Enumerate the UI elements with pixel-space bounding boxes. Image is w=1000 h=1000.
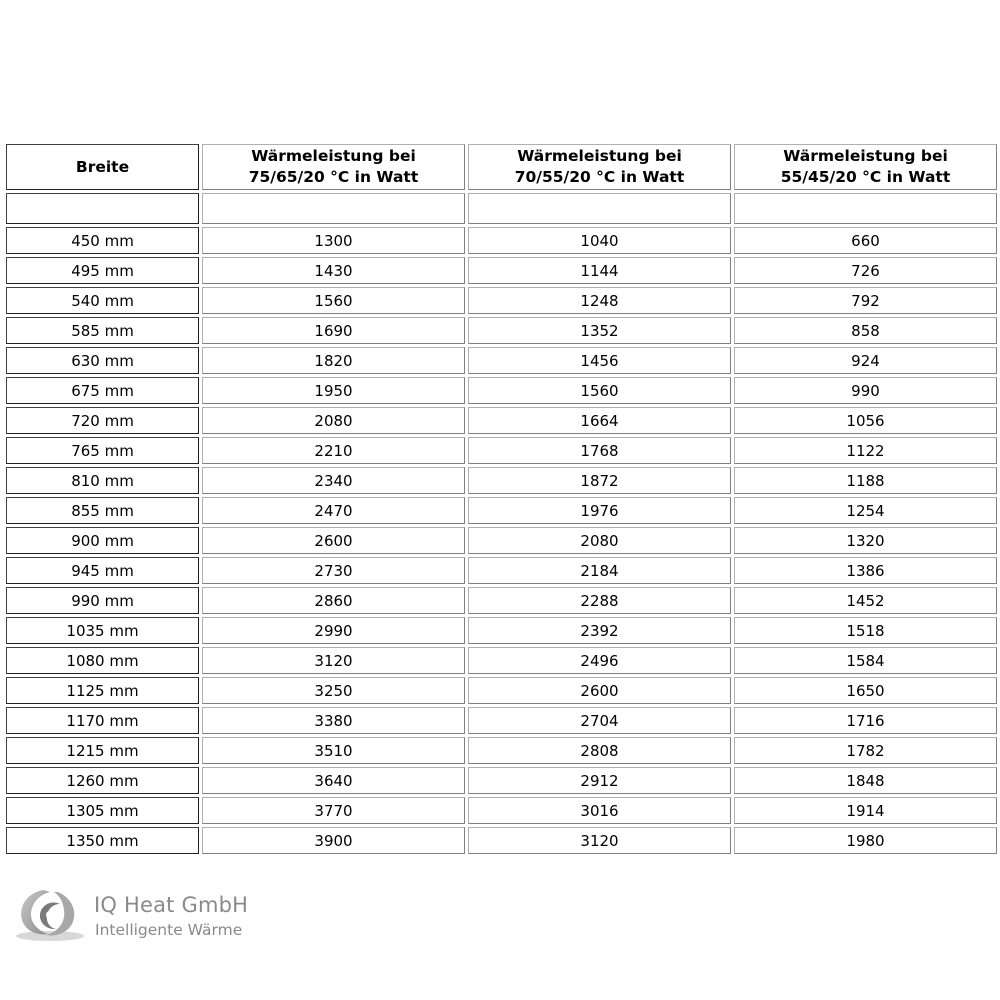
output-cell: 1452	[734, 587, 997, 614]
table-header-row	[6, 144, 997, 190]
output-cell: 726	[734, 257, 997, 284]
width-cell: 945 mm	[6, 557, 199, 584]
output-cell: 3016	[468, 797, 731, 824]
output-cell: 3770	[202, 797, 465, 824]
width-cell: 1125 mm	[6, 677, 199, 704]
table-row	[6, 407, 997, 434]
table-row	[6, 617, 997, 644]
output-cell: 2912	[468, 767, 731, 794]
output-cell: 1300	[202, 227, 465, 254]
empty-row	[6, 193, 997, 224]
output-cell: 1950	[202, 377, 465, 404]
width-cell: 540 mm	[6, 287, 199, 314]
empty-cell	[202, 193, 465, 224]
width-cell: 630 mm	[6, 347, 199, 374]
empty-cell	[734, 193, 997, 224]
output-cell: 3510	[202, 737, 465, 764]
output-cell: 1518	[734, 617, 997, 644]
output-cell: 1716	[734, 707, 997, 734]
heat-output-table	[3, 141, 1000, 857]
header-output-70-55-20: Wärmeleistung bei 70/55/20 °C in Watt	[468, 144, 731, 190]
output-cell: 1650	[734, 677, 997, 704]
output-cell: 1248	[468, 287, 731, 314]
output-cell: 2600	[468, 677, 731, 704]
table-row	[6, 497, 997, 524]
output-cell: 1254	[734, 497, 997, 524]
table-row	[6, 587, 997, 614]
output-cell: 2080	[202, 407, 465, 434]
company-name: IQ Heat GmbH	[94, 893, 249, 917]
width-cell: 450 mm	[6, 227, 199, 254]
table-row	[6, 647, 997, 674]
output-cell: 1430	[202, 257, 465, 284]
output-cell: 2860	[202, 587, 465, 614]
output-cell: 3120	[468, 827, 731, 854]
output-cell: 3640	[202, 767, 465, 794]
width-cell: 990 mm	[6, 587, 199, 614]
output-cell: 3900	[202, 827, 465, 854]
table-row	[6, 257, 997, 284]
output-cell: 1386	[734, 557, 997, 584]
output-cell: 1122	[734, 437, 997, 464]
width-cell: 1035 mm	[6, 617, 199, 644]
output-cell: 1980	[734, 827, 997, 854]
width-cell: 855 mm	[6, 497, 199, 524]
width-cell: 495 mm	[6, 257, 199, 284]
output-cell: 1144	[468, 257, 731, 284]
table-row	[6, 377, 997, 404]
header-width: Breite	[6, 144, 199, 190]
output-cell: 2496	[468, 647, 731, 674]
output-cell: 2990	[202, 617, 465, 644]
output-cell: 2730	[202, 557, 465, 584]
width-cell: 765 mm	[6, 437, 199, 464]
output-cell: 1820	[202, 347, 465, 374]
table-row	[6, 677, 997, 704]
empty-cell	[468, 193, 731, 224]
output-cell: 1352	[468, 317, 731, 344]
width-cell: 1305 mm	[6, 797, 199, 824]
output-cell: 1584	[734, 647, 997, 674]
width-cell: 1080 mm	[6, 647, 199, 674]
table-row	[6, 797, 997, 824]
output-cell: 858	[734, 317, 997, 344]
output-cell: 1768	[468, 437, 731, 464]
table-row	[6, 557, 997, 584]
width-cell: 1350 mm	[6, 827, 199, 854]
heat-output-table-container	[3, 141, 999, 857]
output-cell: 3380	[202, 707, 465, 734]
width-cell: 720 mm	[6, 407, 199, 434]
output-cell: 1976	[468, 497, 731, 524]
empty-cell	[6, 193, 199, 224]
output-cell: 2340	[202, 467, 465, 494]
width-cell: 1170 mm	[6, 707, 199, 734]
output-cell: 660	[734, 227, 997, 254]
width-cell: 675 mm	[6, 377, 199, 404]
table-row	[6, 227, 997, 254]
output-cell: 2392	[468, 617, 731, 644]
width-cell: 1260 mm	[6, 767, 199, 794]
table-row	[6, 437, 997, 464]
output-cell: 1456	[468, 347, 731, 374]
output-cell: 1848	[734, 767, 997, 794]
output-cell: 2704	[468, 707, 731, 734]
width-cell: 810 mm	[6, 467, 199, 494]
output-cell: 1914	[734, 797, 997, 824]
output-cell: 1320	[734, 527, 997, 554]
output-cell: 2210	[202, 437, 465, 464]
header-output-55-45-20: Wärmeleistung bei 55/45/20 °C in Watt	[734, 144, 997, 190]
table-row	[6, 527, 997, 554]
iq-heat-swirl-logo-icon	[14, 886, 88, 944]
output-cell: 2808	[468, 737, 731, 764]
company-tagline: Intelligente Wärme	[95, 921, 243, 939]
output-cell: 1664	[468, 407, 731, 434]
output-cell: 1690	[202, 317, 465, 344]
company-logo	[14, 886, 274, 946]
output-cell: 1056	[734, 407, 997, 434]
table-row	[6, 737, 997, 764]
output-cell: 1560	[468, 377, 731, 404]
width-cell: 1215 mm	[6, 737, 199, 764]
output-cell: 2184	[468, 557, 731, 584]
table-row	[6, 467, 997, 494]
output-cell: 1188	[734, 467, 997, 494]
header-output-75-65-20: Wärmeleistung bei 75/65/20 °C in Watt	[202, 144, 465, 190]
table-row	[6, 317, 997, 344]
output-cell: 990	[734, 377, 997, 404]
table-row	[6, 707, 997, 734]
table-row	[6, 827, 997, 854]
output-cell: 1560	[202, 287, 465, 314]
output-cell: 924	[734, 347, 997, 374]
table-row	[6, 347, 997, 374]
output-cell: 1782	[734, 737, 997, 764]
output-cell: 792	[734, 287, 997, 314]
output-cell: 1872	[468, 467, 731, 494]
output-cell: 1040	[468, 227, 731, 254]
output-cell: 2080	[468, 527, 731, 554]
table-row	[6, 767, 997, 794]
width-cell: 900 mm	[6, 527, 199, 554]
width-cell: 585 mm	[6, 317, 199, 344]
output-cell: 2600	[202, 527, 465, 554]
output-cell: 2470	[202, 497, 465, 524]
output-cell: 3120	[202, 647, 465, 674]
table-row	[6, 287, 997, 314]
output-cell: 3250	[202, 677, 465, 704]
output-cell: 2288	[468, 587, 731, 614]
